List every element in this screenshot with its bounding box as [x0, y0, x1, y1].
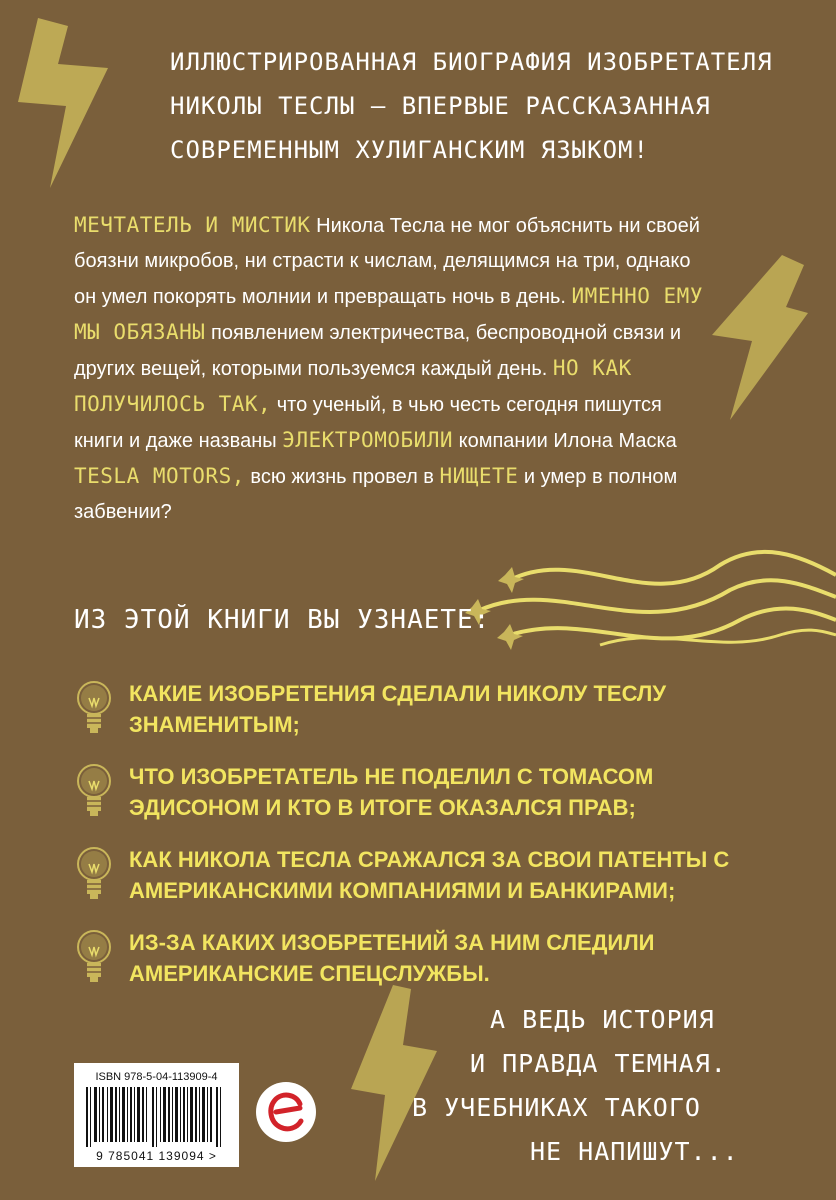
bullet-item	[74, 927, 774, 1009]
light-bulb-icon	[74, 927, 114, 991]
closing-line-2: И ПРАВДА ТЕМНАЯ.	[470, 1049, 727, 1078]
intro-line-3: СОВРЕМЕННЫМ ХУЛИГАНСКИМ ЯЗЫКОМ!	[170, 136, 649, 164]
publisher-logo	[256, 1082, 316, 1142]
lightning-bolt-top-left-icon	[10, 18, 120, 193]
paragraph-text-4: компании Илона Маска	[453, 430, 677, 452]
light-bulb-icon	[74, 761, 114, 825]
closing-line-1: А ВЕДЬ ИСТОРИЯ	[490, 1005, 715, 1034]
highlight-electromobiles: ЭЛЕКТРОМОБИЛИ	[282, 428, 454, 452]
light-bulb-icon	[74, 844, 114, 908]
intro-line-1: ИЛЛЮСТРИРОВАННАЯ БИОГРАФИЯ ИЗОБРЕТАТЕЛЯ	[170, 48, 773, 76]
barcode-bars	[84, 1087, 229, 1147]
bullet-item	[74, 844, 774, 926]
isbn-label: ISBN 978-5-04-113909-4	[95, 1071, 218, 1083]
bullet-text: ИЗ-ЗА КАКИХ ИЗОБРЕТЕНИЙ ЗА НИМ СЛЕДИЛИ АМЕРИКАНСКИЕ СПЕЦСЛУЖБЫ.	[129, 930, 655, 986]
paragraph-text-6: и умер в полном забвении?	[74, 466, 678, 523]
intro-line-2: НИКОЛЫ ТЕСЛЫ — ВПЕРВЫЕ РАССКАЗАННАЯ	[170, 92, 711, 120]
barcode	[74, 1063, 239, 1167]
bullet-text: ЧТО ИЗОБРЕТАТЕЛЬ НЕ ПОДЕЛИЛ С ТОМАСОМ ЭДИСОНОМ И КТО В ИТОГЕ ОКАЗАЛСЯ ПРАВ;	[129, 764, 654, 820]
publisher-logo-icon	[256, 1082, 316, 1142]
wires-decoration	[420, 535, 836, 665]
highlight-dreamer: МЕЧТАТЕЛЬ И МИСТИК	[74, 213, 311, 237]
closing-line-4: НЕ НАПИШУТ...	[530, 1137, 739, 1166]
bullet-text: КАКИЕ ИЗОБРЕТЕНИЯ СДЕЛАЛИ НИКОЛУ ТЕСЛУ ЗНАМЕНИТЫМ;	[129, 681, 667, 737]
intro-blurb	[170, 40, 790, 172]
light-bulb-icon	[74, 678, 114, 742]
paragraph-text-2: появлением электричества, беспроводной связи и других вещей, которыми пользуемся каждый день.	[74, 322, 682, 380]
highlight-poverty: НИЩЕТЕ	[439, 464, 519, 488]
paragraph-text-5: всю жизнь провел в	[244, 466, 440, 488]
description-paragraph	[74, 208, 714, 530]
bullet-list	[74, 678, 774, 1010]
bullet-item	[74, 761, 774, 843]
closing-line-3: В УЧЕБНИКАХ ТАКОГО	[412, 1093, 701, 1122]
closing-text	[412, 998, 792, 1174]
highlight-owe: ИМЕННО ЕМУ МЫ ОБЯЗАНЫ	[74, 284, 703, 344]
highlight-tesla-motors: TESLA MOTORS,	[74, 464, 245, 488]
paragraph-text-1: Никола Тесла не мог объяснить ни своей боязни микробов, ни страсти к числам, делящимся на три, однако он умел покорять молнии и превращать ночь в день.	[74, 215, 700, 308]
bullet-text: КАК НИКОЛА ТЕСЛА СРАЖАЛСЯ ЗА СВОИ ПАТЕНТЫ С АМЕРИКАНСКИМИ КОМПАНИЯМИ И БАНКИРАМИ;	[129, 847, 730, 903]
highlight-how: НО КАК ПОЛУЧИЛОСЬ ТАК,	[74, 356, 632, 416]
paragraph-text-3: что ученый, в чью честь сегодня пишутся книги и даже названы	[74, 394, 662, 452]
learn-heading: ИЗ ЭТОЙ КНИГИ ВЫ УЗНАЕТЕ:	[74, 605, 491, 635]
barcode-number: 9 785041 139094 >	[96, 1149, 217, 1163]
bullet-item	[74, 678, 774, 760]
lightning-bolt-right-icon	[700, 255, 810, 425]
